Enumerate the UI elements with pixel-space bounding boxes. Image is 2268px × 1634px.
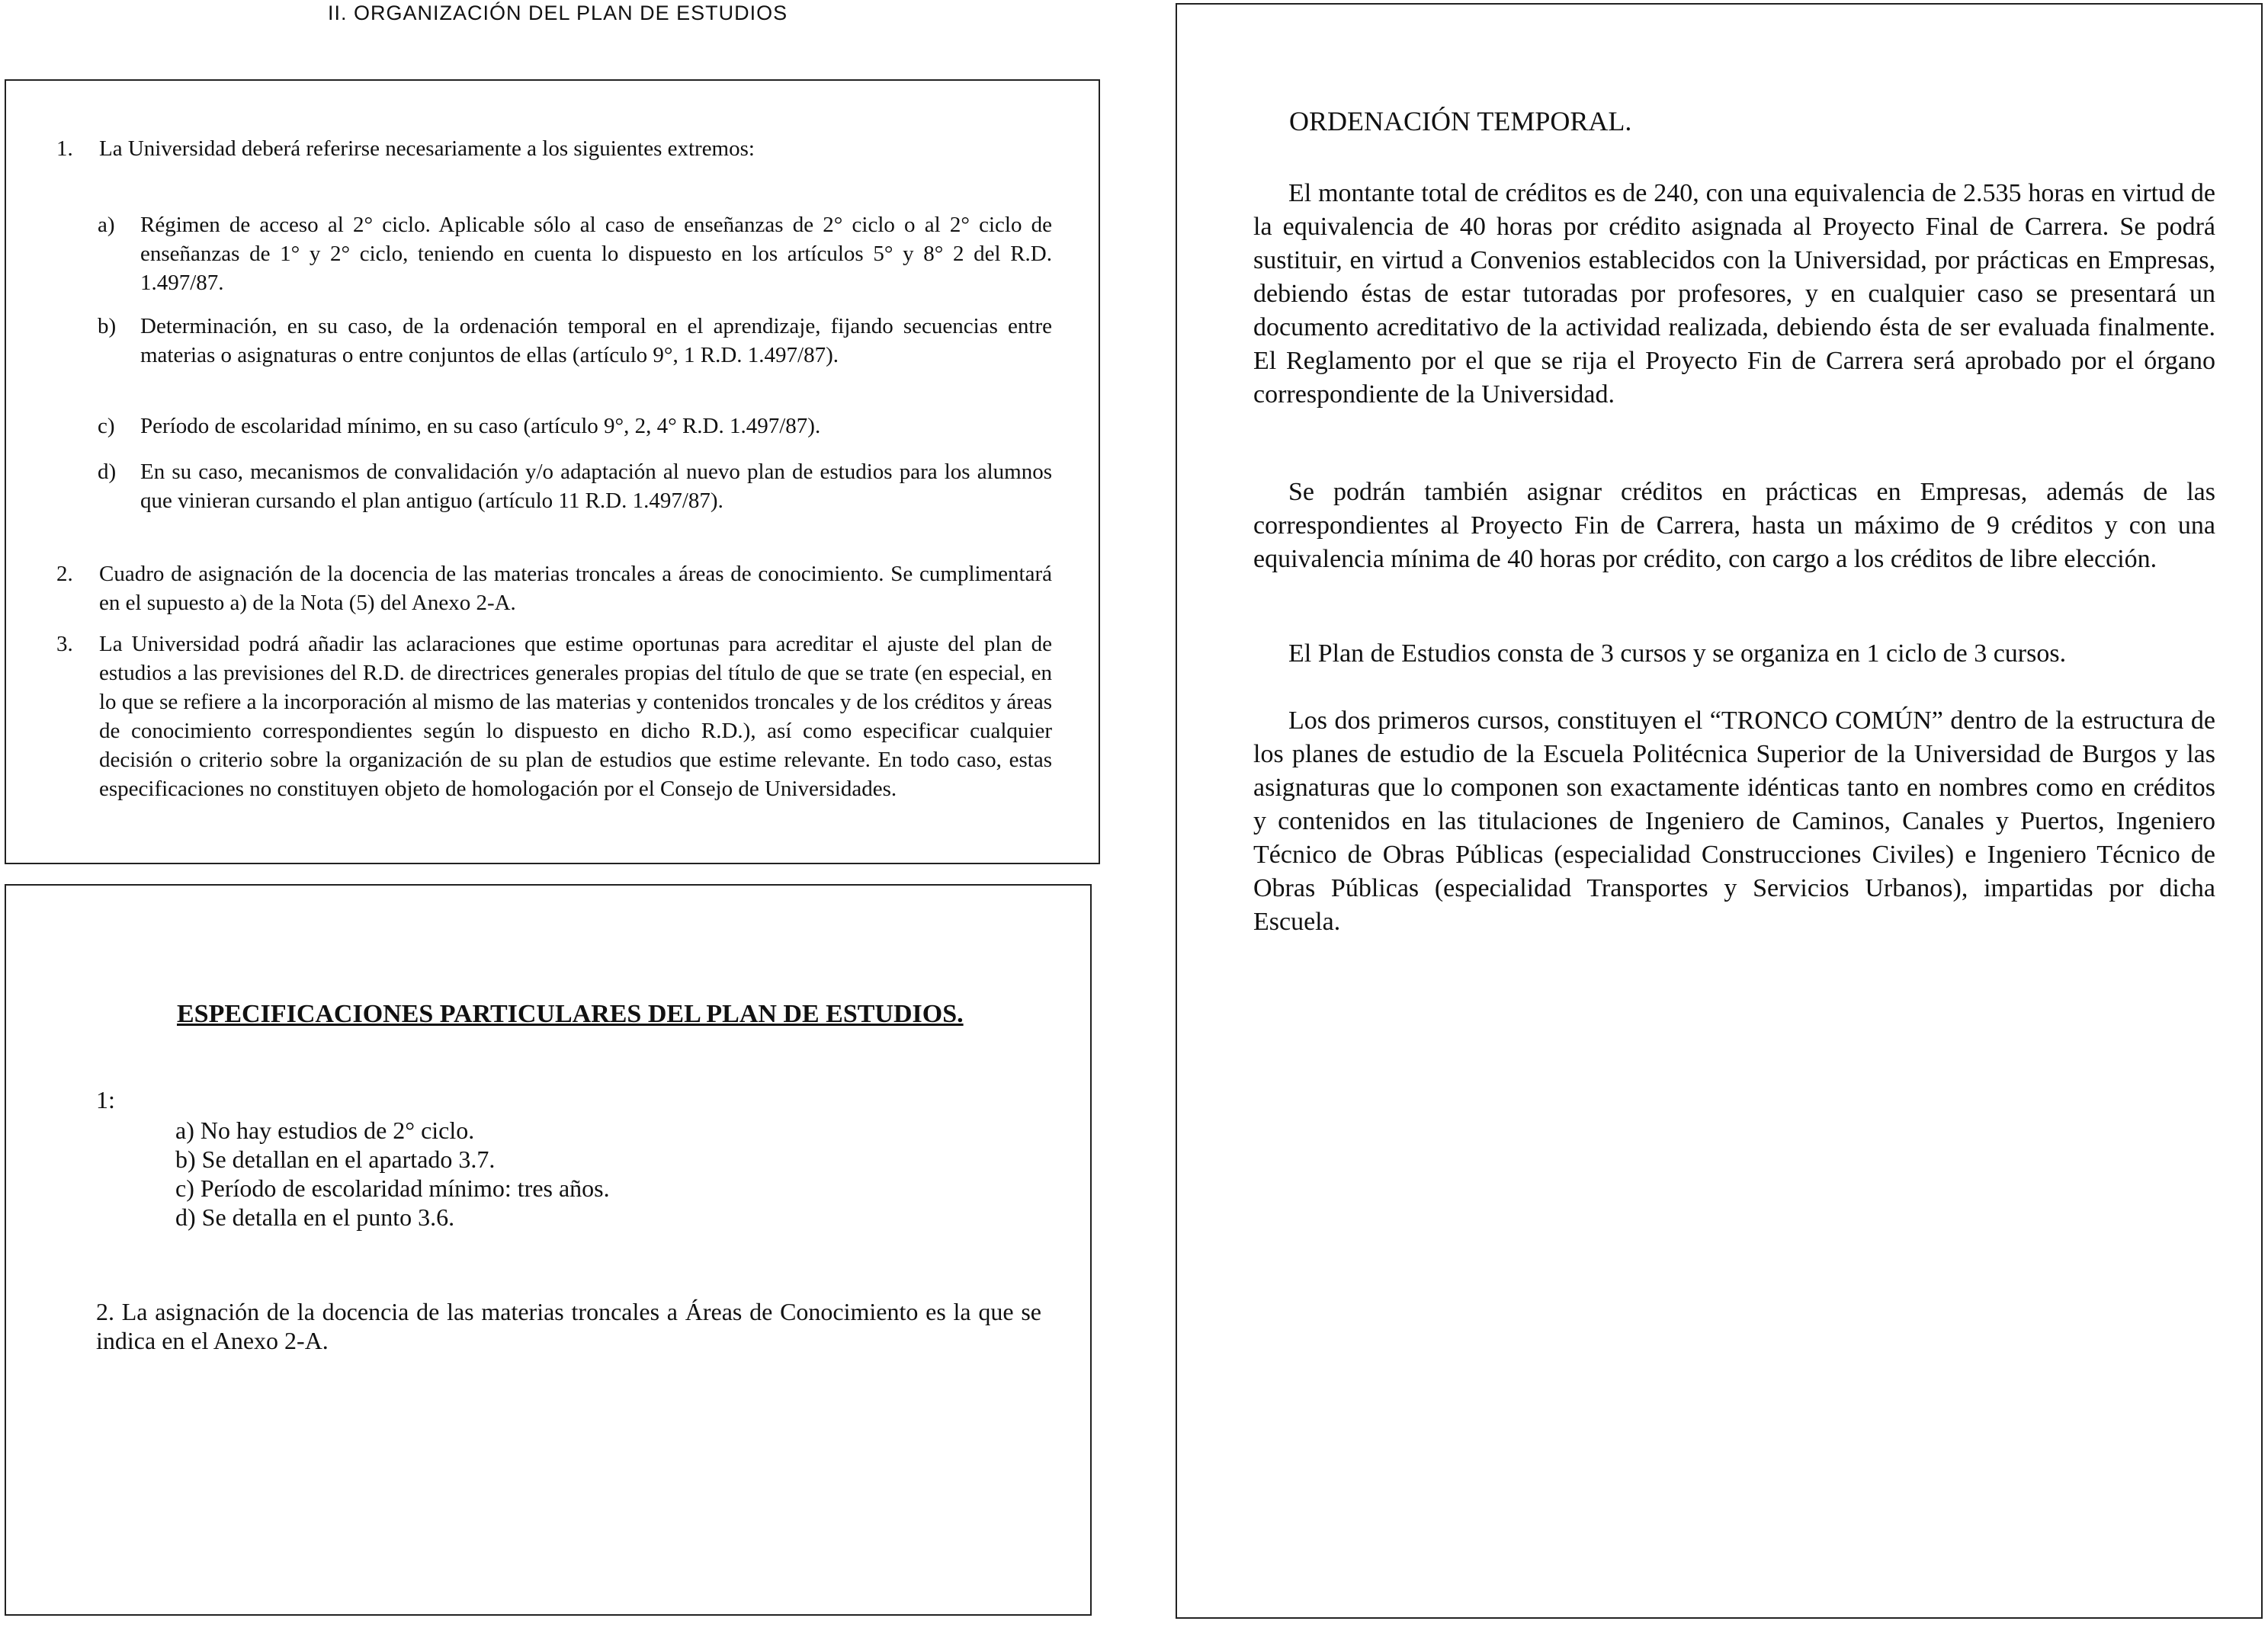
subitem-text: En su caso, mecanismos de convalidación y/o adaptación al nuevo plan de estudios para los alumnos que vinieran cursando el plan antiguo (artículo 11 R.D. 1.497/87).	[140, 460, 1052, 513]
subitem-text: Régimen de acceso al 2° ciclo. Aplicable sólo al caso de enseñanzas de 2° ciclo o al 2° ciclo de enseñanzas de 1° y 2° ciclo, teniendo en cuenta lo dispuesto en los artículos 5° y 8° 2 del R.D. 1.497/87.	[140, 213, 1052, 295]
subitem-label: c)	[98, 414, 115, 438]
specs-box	[5, 884, 1092, 1616]
item-text: Cuadro de asignación de la docencia de las materias troncales a áreas de conocimiento. Se cumplimentará en el supuesto a) de la Nota (5) del Anexo 2-A.	[99, 562, 1052, 615]
ordenacion-paragraph-4: Los dos primeros cursos, constituyen el “TRONCO COMÚN” dentro de la estructura de los planes de estudio de la Escuela Politécnica Superior de la Universidad de Burgos y las asignaturas que lo componen son exactamente idénticas tanto en nombres como en créditos y contenidos en las titulaciones de Ingeniero de Caminos, Canales y Puertos, Ingeniero Técnico de Obras Públicas (especialidad Construcciones Civiles) e Ingeniero Técnico de Obras Públicas (especialidad Transportes y Servicios Urbanos), impartidas por dicha Escuela.	[1253, 706, 2215, 936]
ordenacion-box	[1176, 3, 2263, 1619]
item-number: 2.	[56, 562, 73, 586]
item-text: La Universidad deberá referirse necesariamente a los siguientes extremos:	[99, 136, 755, 161]
specs-item1-label: 1:	[96, 1086, 115, 1113]
subitem-label: b)	[98, 314, 117, 338]
item-number: 1.	[56, 136, 73, 161]
ordenacion-paragraph-3: El Plan de Estudios consta de 3 cursos y se organiza en 1 ciclo de 3 cursos.	[1288, 639, 2067, 668]
specs-line-c: c) Período de escolaridad mínimo: tres años.	[175, 1174, 610, 1202]
ordenacion-paragraph-1: El montante total de créditos es de 240, con una equivalencia de 2.535 horas en virtud de la equivalencia de 40 horas por crédito asignada al Proyecto Final de Carrera. Se podrá sustituir, en virtud a Convenios establecidos con la Universidad, por prácticas en Empresas, debiendo éstas de estar tutoradas por profesores, y en cualquier caso se presentará un documento acreditativo de la actividad realizada, debiendo ésta de ser evaluada finalmente. El Reglamento por el que se rija el Proyecto Fin de Carrera será aprobado por el órgano correspondiente de la Universidad.	[1253, 179, 2215, 408]
page-header: II. ORGANIZACIÓN DEL PLAN DE ESTUDIOS	[328, 2, 788, 24]
specs-line-a: a) No hay estudios de 2° ciclo.	[175, 1117, 475, 1144]
subitem-label: a)	[98, 213, 115, 237]
subitem-text: Determinación, en su caso, de la ordenación temporal en el aprendizaje, fijando secuencias entre materias o asignaturas o entre conjuntos de ellas (artículo 9°, 1 R.D. 1.497/87).	[140, 314, 1052, 367]
item-text: La Universidad podrá añadir las aclaraciones que estime oportunas para acreditar el ajuste del plan de estudios a las previsiones del R.D. de directrices generales propias del título de que se trate (en especial, en lo que se refiere a la incorporación al mismo de las materias y contenidos troncales y de los créditos y áreas de conocimiento correspondientes según lo dispuesto en dicho R.D.), así como especificar cualquier decisión o criterio sobre la organización de su plan de estudios que estime relevante. En todo caso, estas especificaciones no constituyen objeto de homologación por el Consejo de Universidades.	[99, 632, 1052, 801]
subitem-label: d)	[98, 460, 117, 484]
specs-title: ESPECIFICACIONES PARTICULARES DEL PLAN DE ESTUDIOS.	[177, 1000, 964, 1028]
specs-item2: 2. La asignación de la docencia de las materias troncales a Áreas de Conocimiento es la que se indica en el Anexo 2-A.	[96, 1298, 1041, 1354]
ordenacion-title: ORDENACIÓN TEMPORAL.	[1289, 106, 1632, 136]
ordenacion-paragraph-2: Se podrán también asignar créditos en prácticas en Empresas, además de las correspondientes al Proyecto Fin de Carrera, hasta un máximo de 9 créditos y con una equivalencia mínima de 40 horas por crédito, con cargo a los créditos de libre elección.	[1253, 478, 2215, 573]
specs-line-b: b) Se detallan en el apartado 3.7.	[175, 1145, 496, 1173]
specs-line-d: d) Se detalla en el punto 3.6.	[175, 1203, 455, 1231]
subitem-text: Período de escolaridad mínimo, en su caso (artículo 9°, 2, 4° R.D. 1.497/87).	[140, 414, 821, 438]
instructions-box	[5, 79, 1100, 864]
item-number: 3.	[56, 632, 73, 656]
